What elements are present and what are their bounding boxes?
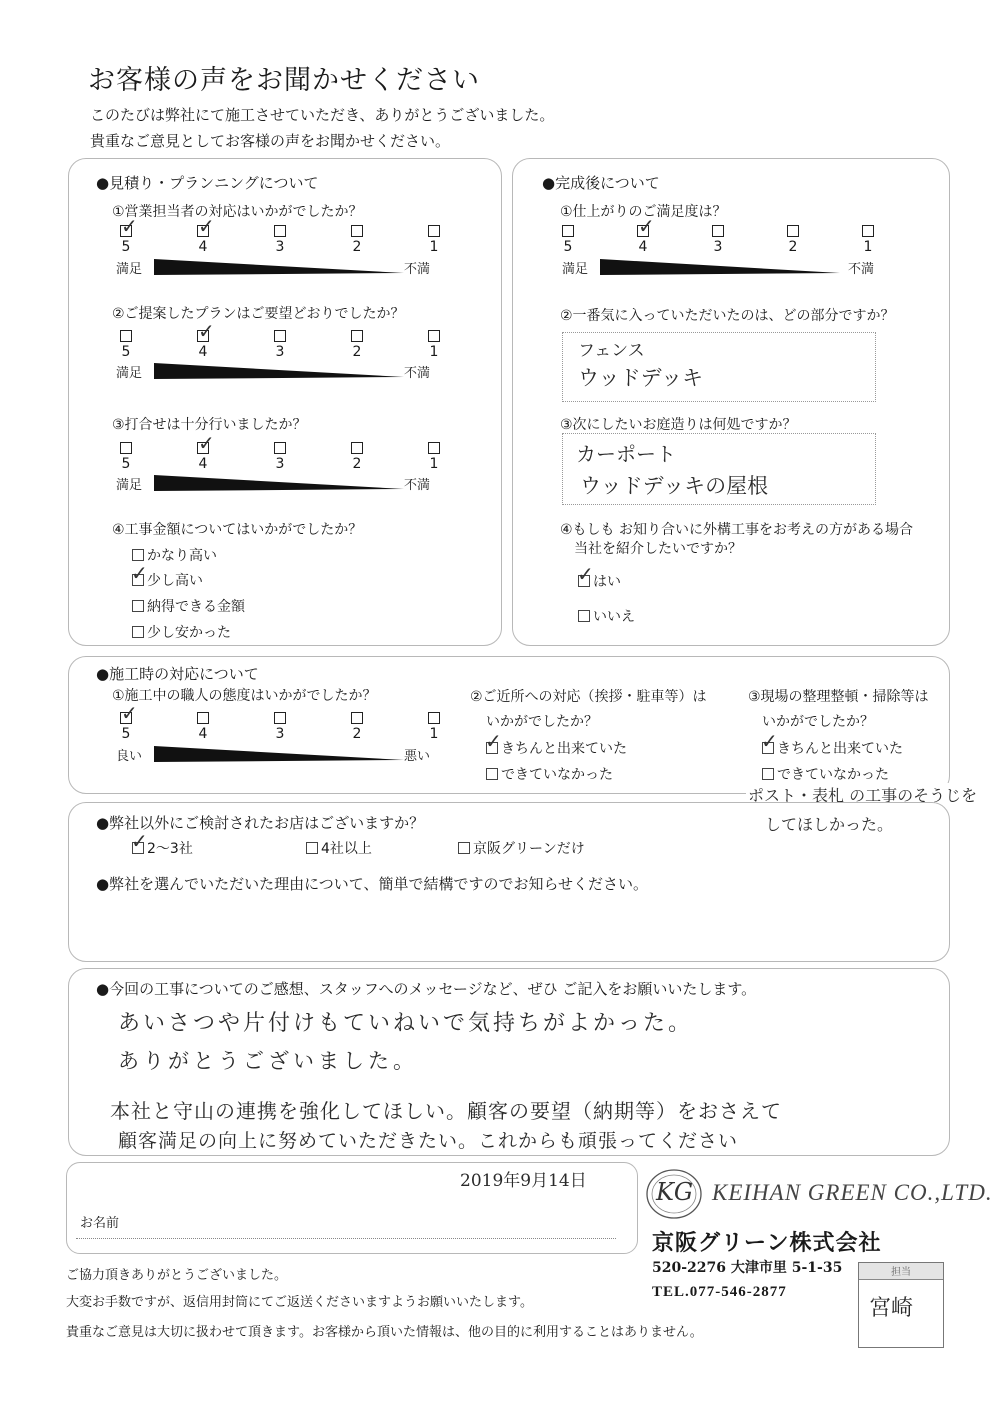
neighbors-bad[interactable]: できていなかった bbox=[486, 764, 613, 784]
scale-checkbox-3[interactable] bbox=[274, 225, 286, 237]
comments-heading: ●今回の工事についてのご感想、スタッフへのメッセージなど、ぜひ ご記入をお願いいたします。 bbox=[96, 980, 757, 998]
intro-line-1: このたびは弊社にて施工させていただき、ありがとうございました。 bbox=[90, 106, 555, 124]
satisfaction-bar: 満足 不満 bbox=[116, 258, 446, 278]
scale-checkbox-1[interactable] bbox=[428, 442, 440, 454]
scale-checkbox-5[interactable] bbox=[562, 225, 574, 237]
construction-q3-line2: いかがでしたか？ bbox=[762, 714, 874, 730]
staff-stamp-box bbox=[858, 1262, 944, 1348]
name-input-line[interactable] bbox=[76, 1238, 616, 1239]
page-title: お客様の声をお聞かせください bbox=[88, 65, 480, 96]
neighbors-good[interactable]: ✓ きちんと出来ていた bbox=[485, 729, 627, 757]
checkbox[interactable] bbox=[132, 549, 144, 561]
construction-q1-scale[interactable]: ✓ 5 4 3 2 1 bbox=[121, 701, 439, 742]
stamp-label: 担当 bbox=[859, 1263, 943, 1280]
comment-line-2: ありがとうございました。 bbox=[118, 1049, 418, 1073]
planning-q2-scale[interactable]: 5 ✓ 4 3 2 1 bbox=[121, 319, 439, 360]
comment-line-4: 顧客満足の向上に努めていただきたい。これからも頑張ってください bbox=[118, 1130, 739, 1152]
checkbox[interactable] bbox=[762, 768, 774, 780]
privacy-note: 貴重なご意見は大切に扱わせて頂きます。お客様から頂いた情報は、他の目的に利用することはありません。 bbox=[66, 1325, 703, 1340]
after-q1-scale[interactable]: 5 ✓ 4 3 2 1 bbox=[563, 214, 873, 255]
price-option-slightly-high[interactable]: ✓ 少し高い bbox=[131, 561, 203, 589]
scale-checkbox-4[interactable]: ✓ bbox=[198, 431, 215, 455]
wedge-bar bbox=[600, 259, 840, 275]
satisfaction-bar: 満足 不満 bbox=[116, 474, 446, 494]
scale-checkbox-2[interactable] bbox=[351, 442, 363, 454]
scale-checkbox-4[interactable]: ✓ bbox=[198, 319, 215, 343]
wedge-bar bbox=[154, 259, 404, 275]
planning-q3: ③打合せは十分行いましたか？ bbox=[112, 417, 307, 433]
scale-checkbox-1[interactable] bbox=[428, 330, 440, 342]
planning-q3-scale[interactable]: 5 ✓ 4 3 2 1 bbox=[121, 431, 439, 472]
construction-q3-line1: ③現場の整理整頓・掃除等は bbox=[748, 689, 929, 705]
checkbox[interactable] bbox=[486, 768, 498, 780]
after-q1: ①仕上がりのご満足度は？ bbox=[560, 204, 727, 220]
next-garden-answer-2: ウッドデッキの屋根 bbox=[580, 474, 769, 498]
shops-keihan-only[interactable]: 京阪グリーンだけ bbox=[458, 838, 585, 858]
scale-checkbox-2[interactable] bbox=[351, 712, 363, 724]
favorite-answer-1: フェンス bbox=[578, 341, 645, 361]
scale-checkbox-4[interactable]: ✓ bbox=[638, 214, 655, 238]
wedge-bar bbox=[154, 475, 404, 491]
favorite-answer-2: ウッドデッキ bbox=[578, 366, 704, 390]
comment-line-1: あいさつや片付けもていねいで気持ちがよかった。 bbox=[118, 1011, 694, 1036]
scale-checkbox-3[interactable] bbox=[274, 712, 286, 724]
planning-q1-scale[interactable]: ✓ 5 ✓ 4 3 2 1 bbox=[121, 214, 439, 255]
company-logo-text: KEIHAN GREEN CO.,LTD. bbox=[712, 1180, 993, 1205]
intro-line-2: 貴重なご意見としてお客様の声をお聞かせください。 bbox=[90, 132, 451, 150]
checkbox[interactable] bbox=[578, 610, 590, 622]
checkbox[interactable] bbox=[458, 842, 470, 854]
scale-checkbox-3[interactable] bbox=[712, 225, 724, 237]
checkbox[interactable] bbox=[132, 600, 144, 612]
checkbox[interactable] bbox=[132, 626, 144, 638]
scale-checkbox-3[interactable] bbox=[274, 442, 286, 454]
tidiness-bad[interactable]: できていなかった bbox=[762, 764, 889, 784]
reason-heading: ●弊社を選んでいただいた理由について、簡単で結構ですのでお知らせください。 bbox=[96, 875, 649, 893]
staff-name: 宮崎 bbox=[869, 1296, 914, 1321]
company-address: 520-2276 大津市里 5-1-35 bbox=[652, 1260, 843, 1276]
date-written: 2019年9月14日 bbox=[460, 1171, 587, 1191]
checkbox[interactable]: ✓ bbox=[577, 562, 594, 586]
construction-q2-line1: ②ご近所への対応（挨拶・駐車等）は bbox=[470, 689, 707, 705]
price-option-very-high[interactable]: かなり高い bbox=[132, 545, 217, 565]
planning-q2: ②ご提案したプランはご要望どおりでしたか？ bbox=[112, 306, 405, 322]
referral-no[interactable]: いいえ bbox=[578, 606, 635, 626]
company-logo-mark: KG bbox=[644, 1166, 704, 1222]
construction-q1: ①施工中の職人の態度はいかがでしたか？ bbox=[112, 688, 377, 704]
scale-checkbox-5[interactable]: ✓ bbox=[121, 701, 138, 725]
comment-line-3: 本社と守山の連携を強化してほしい。顧客の要望（納期等）をおさえて bbox=[110, 1099, 782, 1123]
after-q2: ②一番気に入っていただいたのは、どの部分ですか？ bbox=[560, 308, 895, 324]
price-option-reasonable[interactable]: 納得できる金額 bbox=[132, 596, 245, 616]
scale-checkbox-4[interactable]: ✓ bbox=[198, 214, 215, 238]
conduct-bar: 良い 悪い bbox=[116, 745, 446, 765]
scale-checkbox-2[interactable] bbox=[787, 225, 799, 237]
shops-4-plus[interactable]: 4社以上 bbox=[306, 838, 372, 858]
company-tel: TEL.077-546-2877 bbox=[652, 1284, 787, 1300]
name-label: お名前 bbox=[80, 1216, 120, 1231]
planning-heading: ●見積り・プランニングについて bbox=[96, 174, 319, 192]
checkbox[interactable]: ✓ bbox=[485, 729, 502, 753]
thanks-line-1: ご協力頂きありがとうございました。 bbox=[66, 1268, 288, 1283]
checkbox[interactable]: ✓ bbox=[131, 561, 148, 585]
scale-checkbox-5[interactable] bbox=[120, 330, 132, 342]
scale-checkbox-4[interactable] bbox=[197, 712, 209, 724]
scale-checkbox-5[interactable] bbox=[120, 442, 132, 454]
scale-checkbox-1[interactable] bbox=[862, 225, 874, 237]
scale-checkbox-1[interactable] bbox=[428, 712, 440, 724]
construction-q2-line2: いかがでしたか？ bbox=[486, 714, 598, 730]
wedge-bar bbox=[154, 746, 404, 762]
after-q4-line2: 当社を紹介したいですか？ bbox=[574, 541, 742, 557]
price-option-slightly-cheap[interactable]: 少し安かった bbox=[132, 622, 231, 642]
scale-checkbox-3[interactable] bbox=[274, 330, 286, 342]
after-q4-line1: ④もしも お知り合いに外構工事をお考えの方がある場合 bbox=[560, 522, 913, 538]
shops-2-3[interactable]: ✓ 2～3社 bbox=[131, 829, 193, 857]
planning-q1: ①営業担当者の対応はいかがでしたか？ bbox=[112, 204, 363, 220]
construction-heading: ●施工時の対応について bbox=[96, 665, 259, 683]
tidiness-note-2: してほしかった。 bbox=[765, 815, 894, 834]
satisfaction-bar: 満足 不満 bbox=[562, 258, 892, 278]
checkbox[interactable] bbox=[306, 842, 318, 854]
planning-q4: ④工事金額についてはいかがでしたか？ bbox=[112, 522, 363, 538]
other-shops-heading: ●弊社以外にご検討されたお店はございますか？ bbox=[96, 814, 425, 832]
scale-checkbox-5[interactable]: ✓ bbox=[121, 214, 138, 238]
after-heading: ●完成後について bbox=[542, 174, 660, 192]
after-q3: ③次にしたいお庭造りは何処ですか？ bbox=[560, 417, 797, 433]
next-garden-answer-1: カーポート bbox=[576, 442, 676, 466]
wedge-bar bbox=[154, 363, 404, 379]
scale-checkbox-2[interactable] bbox=[351, 225, 363, 237]
satisfaction-bar: 満足 不満 bbox=[116, 362, 446, 382]
checkbox[interactable]: ✓ bbox=[761, 729, 778, 753]
scale-checkbox-2[interactable] bbox=[351, 330, 363, 342]
referral-yes[interactable]: ✓ はい bbox=[577, 562, 621, 590]
company-name: 京阪グリーン株式会社 bbox=[652, 1230, 882, 1256]
tidiness-good[interactable]: ✓ きちんと出来ていた bbox=[761, 729, 903, 757]
tidiness-note-1: ポスト・表札 の工事のそうじを bbox=[746, 783, 979, 806]
scale-checkbox-1[interactable] bbox=[428, 225, 440, 237]
checkbox[interactable]: ✓ bbox=[131, 829, 148, 853]
thanks-line-2: 大変お手数ですが、返信用封筒にてご返送くださいますようお願いいたします。 bbox=[66, 1295, 533, 1310]
